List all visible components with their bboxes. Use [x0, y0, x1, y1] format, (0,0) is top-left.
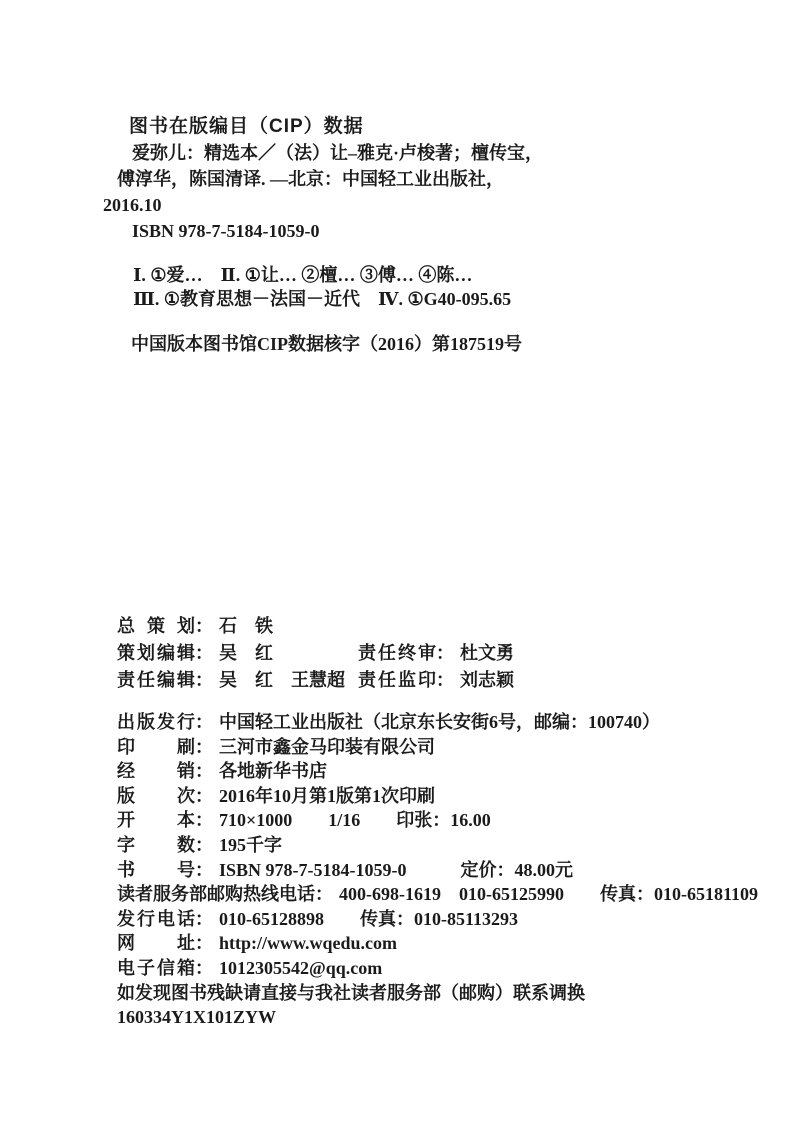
- publishing-value: ISBN 978-7-5184-1059-0 定价：48.00元: [219, 859, 573, 880]
- cip-record-line-2: 傅淳华，陈国清译. —北京：中国轻工业出版社，: [117, 169, 504, 189]
- cip-record: [103, 140, 747, 244]
- cip-classification: [133, 263, 747, 311]
- credit-pair: [358, 667, 514, 694]
- colon: ：: [195, 908, 213, 929]
- credit-row: [117, 613, 747, 640]
- publishing-block: [117, 710, 758, 1030]
- publishing-value: 1012305542@qq.com: [219, 957, 383, 978]
- publishing-label: 经销: [117, 761, 195, 782]
- cip-record-number: 中国版本图书馆CIP数据核字（2016）第187519号: [131, 334, 522, 354]
- credit-value: 吴 红: [219, 643, 273, 663]
- publishing-value: 各地新华书店: [219, 761, 327, 782]
- publishing-value: 195千字: [219, 834, 282, 855]
- credit-label: 策划编辑: [117, 643, 195, 663]
- colon: ：: [436, 643, 454, 663]
- colon: ：: [195, 670, 213, 690]
- publishing-row: [117, 759, 747, 784]
- colon: ：: [195, 933, 213, 954]
- colon: ：: [195, 643, 213, 663]
- page-content: [103, 114, 758, 1030]
- publishing-label: 出版发行: [117, 712, 195, 732]
- colon: ：: [195, 957, 213, 978]
- credit-value: 杜文勇: [460, 643, 514, 663]
- colon: ：: [195, 712, 213, 732]
- publishing-label: 电子信箱: [117, 957, 195, 978]
- credit-pair: [117, 640, 358, 667]
- publishing-row: [117, 931, 747, 956]
- publishing-value: 2016年10月第1版第1次印刷: [219, 785, 435, 806]
- credit-value: 吴 红 王慧超: [219, 670, 345, 690]
- credit-row: [117, 667, 747, 694]
- colon: ：: [315, 884, 333, 905]
- publishing-value: 010-65128898 传真：010-85113293: [219, 908, 518, 929]
- classification-line-1: Ⅰ. ①爱… Ⅱ. ①让… ②檀… ③傅… ④陈…: [133, 265, 473, 285]
- credit-value: 石 铁: [219, 616, 273, 636]
- publishing-row: [117, 833, 747, 858]
- publishing-value: 三河市鑫金马印装有限公司: [219, 736, 435, 757]
- credit-label: 责任编辑: [117, 670, 195, 690]
- publishing-row: [117, 735, 747, 760]
- publishing-row: [117, 907, 747, 932]
- publishing-row: [117, 882, 758, 907]
- credit-row: [117, 640, 747, 667]
- cip-record-line-3: 2016.10: [103, 195, 162, 215]
- publishing-label: 书号: [117, 859, 195, 880]
- cip-heading: 图书在版编目（CIP）数据: [129, 116, 364, 137]
- colon: ：: [436, 670, 454, 690]
- colon: ：: [195, 859, 213, 880]
- credit-label: 责任监印: [358, 670, 436, 690]
- credit-label: 总策划: [117, 616, 195, 636]
- publishing-label: 字数: [117, 834, 195, 855]
- publishing-row: [117, 858, 747, 883]
- publishing-label: 开本: [117, 810, 195, 831]
- credit-label: 责任终审: [358, 643, 436, 663]
- colon: ：: [195, 761, 213, 782]
- credit-pair: [117, 667, 358, 694]
- publishing-value: http://www.wqedu.com: [219, 933, 398, 954]
- colon: ：: [195, 616, 213, 636]
- credit-pair: [117, 613, 358, 640]
- classification-line-2: Ⅲ. ①教育思想－法国－近代 Ⅳ. ①G40-095.65: [133, 289, 512, 309]
- credit-value: 刘志颖: [460, 670, 514, 690]
- publishing-row: [117, 710, 747, 735]
- colon: ：: [195, 736, 213, 757]
- publishing-row: [117, 784, 747, 809]
- isbn-line: ISBN 978-7-5184-1059-0: [132, 221, 320, 241]
- cip-record-line-1: 爱弥儿：精选本／（法）让–雅克·卢梭著；檀传宝，: [132, 143, 544, 163]
- replacement-notice: 如发现图书残缺请直接与我社读者服务部（邮购）联系调换: [117, 982, 585, 1003]
- publishing-label: 印刷: [117, 736, 195, 757]
- publishing-label: 发行电话: [117, 908, 195, 929]
- publishing-row: [117, 808, 747, 833]
- credit-pair: [358, 640, 514, 667]
- credits-block: [117, 613, 747, 694]
- publishing-label: 版次: [117, 785, 195, 806]
- publishing-label: 读者服务部邮购热线电话: [117, 884, 315, 905]
- publishing-value: 中国轻工业出版社（北京东长安街6号，邮编：100740）: [219, 712, 660, 732]
- publishing-value: 400-698-1619 010-65125990 传真：010-65181109: [339, 884, 758, 905]
- publishing-row: [117, 956, 747, 981]
- publishing-label: 网址: [117, 933, 195, 954]
- colon: ：: [195, 810, 213, 831]
- colon: ：: [195, 785, 213, 806]
- colon: ：: [195, 834, 213, 855]
- print-code: 160334Y1X101ZYW: [117, 1007, 277, 1028]
- publishing-value: 710×1000 1/16 印张：16.00: [219, 810, 491, 831]
